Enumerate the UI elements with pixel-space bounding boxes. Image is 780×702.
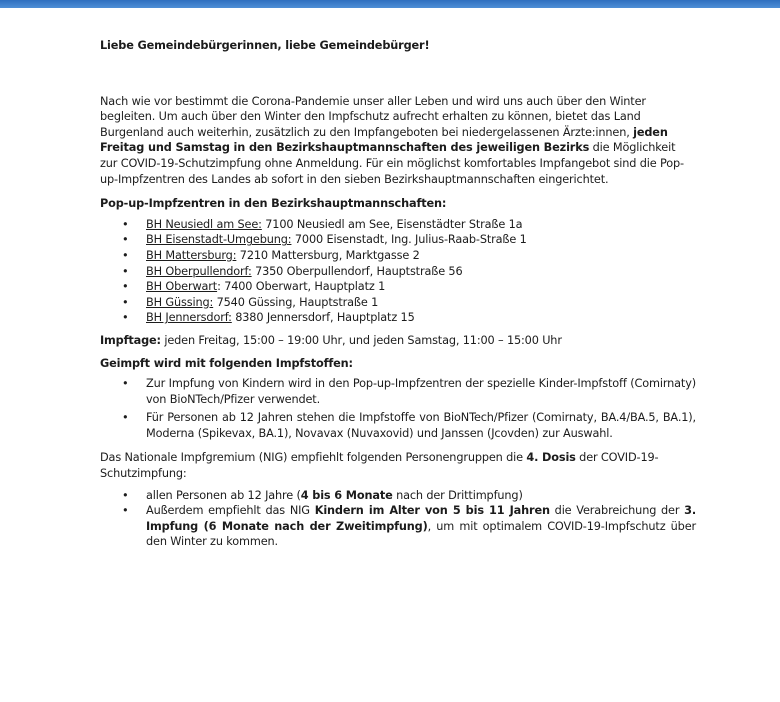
- greeting: Liebe Gemeindebürgerinnen, liebe Gemeindebürger!: [100, 39, 430, 52]
- list-item: [100, 217, 696, 233]
- dose-text-2: nach der Drittimpfung): [392, 488, 523, 502]
- center-address: : 7400 Oberwart, Hauptplatz 1: [217, 280, 386, 294]
- centers-heading: Pop-up-Impfzentren in den Bezirkshauptmannschaften:: [100, 197, 447, 211]
- days-label: Impftage:: [100, 333, 161, 347]
- list-item: [100, 376, 696, 407]
- bullet-icon: •: [122, 295, 129, 309]
- list-item: [100, 410, 696, 441]
- dose-text-3: , um mit optimalem COVID-19-Impfschutz über den Winter zu kommen.: [146, 519, 696, 549]
- vaccine-text: Für Personen ab 12 Jahren stehen die Impfstoffe von BioNTech/Pfizer (Comirnaty, BA.4/BA.5, BA.1), Moderna (Spikevax, BA.1), Novavax (Nuvaxovid) und Janssen (Jcovden) zur Auswahl.: [146, 411, 696, 440]
- center-address: 7350 Oberpullendorf, Hauptstraße 56: [251, 264, 463, 278]
- dose4-list: [100, 488, 696, 550]
- bullet-icon: •: [122, 411, 129, 425]
- list-item: [100, 279, 696, 295]
- list-item: [100, 264, 696, 280]
- list-item: [100, 488, 696, 504]
- center-name: BH Oberwart: [146, 280, 218, 294]
- intro-text-1: Nach wie vor bestimmt die Corona-Pandemie unser aller Leben und wird uns auch über den Winter begleiten. Um auch über den Winter den Impfschutz aufrecht erhalten zu können, bietet das Land Burgenland auch weiterhin, zusätzlich zu den Impfangeboten bei niedergelassenen Ärzte:innen,: [100, 94, 646, 139]
- intro-text-2: die Möglichkeit zur COVID-19-Schutzimpfung ohne Anmeldung. Für ein möglichst komfortables Impfangebot sind die Pop-up-Impfzentren des Landes ab sofort in den sieben Bezirkshauptmannschaften eingerichtet.: [100, 141, 684, 186]
- center-address: 7100 Neusiedl am See, Eisenstädter Straße 1a: [261, 217, 523, 231]
- vaccination-days: [100, 333, 696, 349]
- list-item: [100, 310, 696, 326]
- vaccines-heading: Geimpft wird mit folgenden Impfstoffen:: [100, 356, 353, 370]
- dose-text-bold-2: 3. Impfung (6 Monate nach der Zweitimpfung): [146, 504, 696, 533]
- bullet-icon: •: [122, 377, 129, 391]
- center-address: 8380 Jennersdorf, Hauptplatz 15: [231, 311, 415, 325]
- list-item: [100, 295, 696, 311]
- nig-text-2: der COVID-19-Schutzimpfung:: [100, 451, 659, 481]
- list-item: [100, 503, 696, 550]
- center-name: BH Oberpullendorf:: [146, 264, 252, 278]
- letter-document: [100, 38, 696, 550]
- nig-text-1: Das Nationale Impfgremium (NIG) empfiehlt folgenden Personengruppen die: [100, 451, 527, 465]
- list-item: [100, 232, 696, 248]
- bullet-icon: •: [122, 488, 129, 502]
- nig-paragraph: [100, 450, 696, 481]
- bullet-icon: •: [122, 311, 129, 325]
- centers-list: [100, 217, 696, 326]
- dose-text-bold-1: Kindern im Alter von 5 bis 11 Jahren: [314, 504, 550, 518]
- top-blue-bar: [0, 0, 780, 8]
- center-name: BH Neusiedl am See:: [146, 217, 262, 231]
- bullet-icon: •: [122, 217, 129, 231]
- center-name: BH Jennersdorf:: [146, 311, 232, 325]
- bullet-icon: •: [122, 504, 129, 518]
- bullet-icon: •: [122, 264, 129, 278]
- bullet-icon: •: [122, 233, 129, 247]
- center-name: BH Eisenstadt-Umgebung:: [146, 233, 292, 247]
- dose-text-2: die Verabreichung der: [549, 504, 685, 518]
- dose-text-1: allen Personen ab 12 Jahre (: [146, 488, 301, 502]
- list-item: [100, 248, 696, 264]
- bullet-icon: •: [122, 248, 129, 262]
- intro-paragraph: [100, 94, 696, 188]
- vaccine-text: Zur Impfung von Kindern wird in den Pop-up-Impfzentren der spezielle Kinder-Impfstoff (Comirnaty) von BioNTech/Pfizer verwendet.: [146, 377, 696, 406]
- vaccines-list: [100, 376, 696, 441]
- center-address: 7210 Mattersburg, Marktgasse 2: [236, 248, 420, 262]
- dose-text-1: Außerdem empfiehlt das NIG: [146, 504, 315, 518]
- days-text: jeden Freitag, 15:00 – 19:00 Uhr, und jeden Samstag, 11:00 – 15:00 Uhr: [160, 333, 562, 347]
- nig-text-bold: 4. Dosis: [526, 451, 576, 465]
- intro-text-bold: jeden Freitag und Samstag in den Bezirkshauptmannschaften des jeweiligen Bezirks: [100, 125, 668, 155]
- center-name: BH Mattersburg:: [146, 248, 237, 262]
- center-address: 7540 Güssing, Hauptstraße 1: [213, 295, 379, 309]
- bullet-icon: •: [122, 280, 129, 294]
- center-address: 7000 Eisenstadt, Ing. Julius-Raab-Straße 1: [291, 233, 527, 247]
- center-name: BH Güssing:: [146, 295, 214, 309]
- dose-text-bold: 4 bis 6 Monate: [300, 488, 393, 502]
